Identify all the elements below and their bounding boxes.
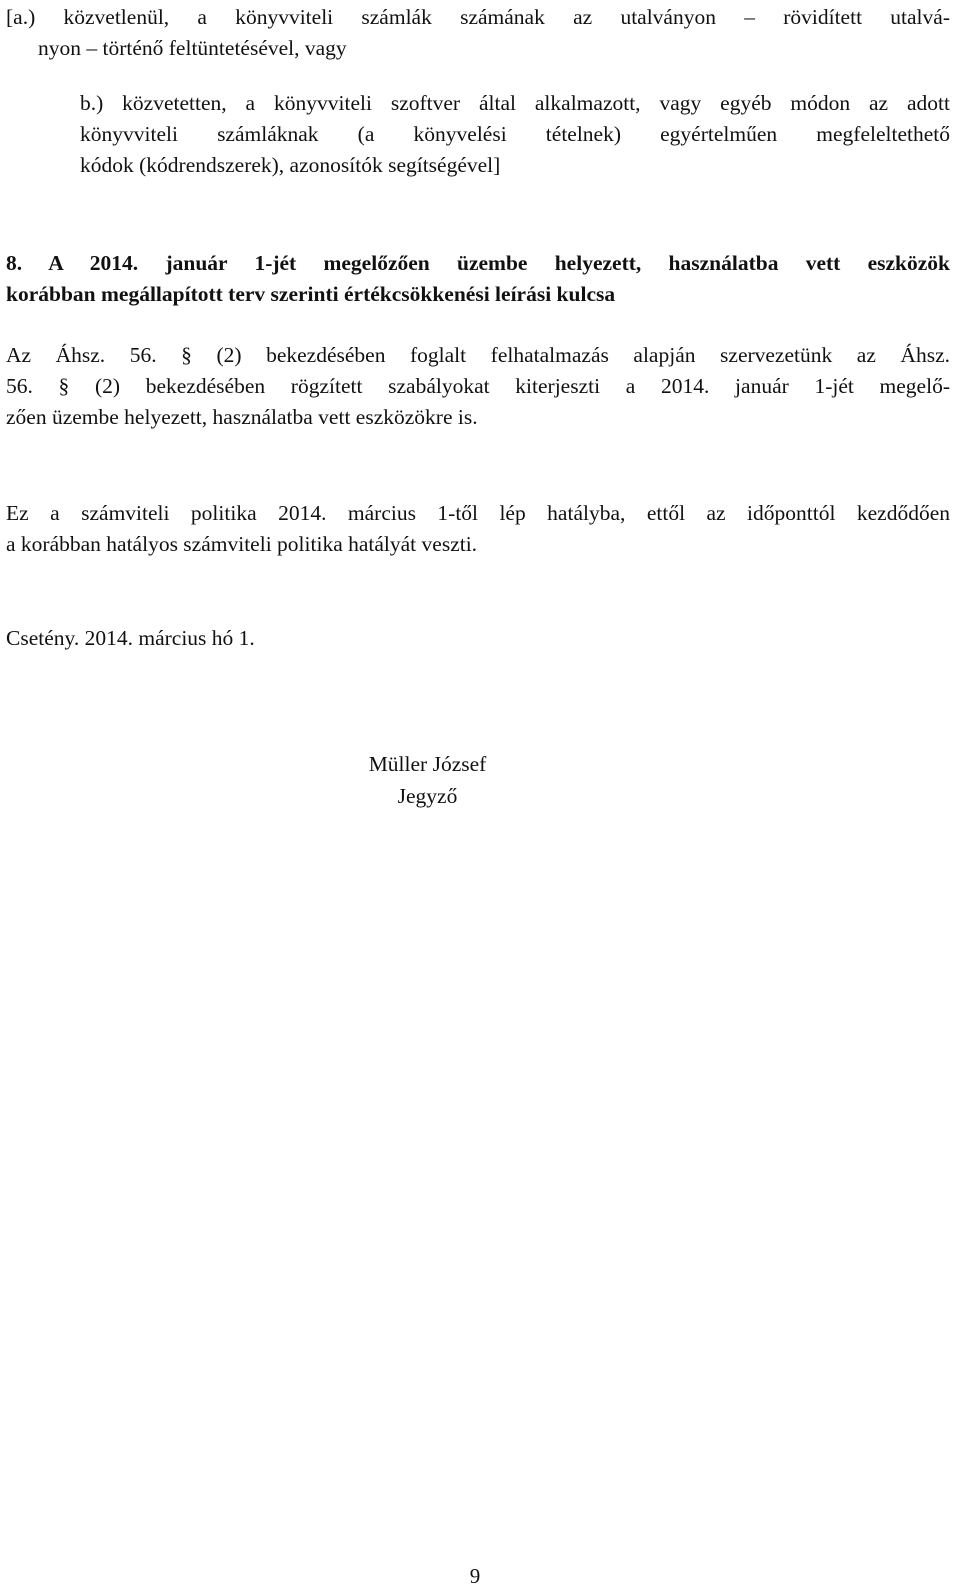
item-b-line-2: könyvviteli számláknak (a könyvelési tételnek) egyértelműen megfeleltethető bbox=[80, 122, 950, 146]
section-8-heading bbox=[6, 248, 950, 310]
section-8-body-line-2: 56. § (2) bekezdésében rögzített szabályokat kiterjeszti a 2014. január 1-jét megelő- bbox=[6, 374, 950, 398]
effective-line-1: Ez a számviteli politika 2014. március 1-től lép hatályba, ettől az időponttól kezdődően bbox=[6, 501, 950, 525]
effective-date-paragraph bbox=[6, 498, 950, 560]
signatory-title: Jegyző bbox=[397, 784, 458, 808]
item-b-paragraph bbox=[80, 88, 950, 181]
section-8-heading-line-2: korábban megállapított terv szerinti értékcsökkenési leírási kulcsa bbox=[6, 282, 616, 306]
section-8-body-line-1: Az Áhsz. 56. § (2) bekezdésében foglalt felhatalmazás alapján szervezetünk az Áhsz. bbox=[6, 343, 950, 367]
item-b-line-1: b.) közvetetten, a könyvviteli szoftver által alkalmazott, vagy egyéb módon az adott bbox=[80, 91, 950, 115]
signature-block bbox=[0, 748, 855, 812]
item-a-line-2: nyon – történő feltüntetésével, vagy bbox=[38, 36, 347, 60]
section-8-body bbox=[6, 340, 950, 433]
effective-line-2: a korábban hatályos számviteli politika hatályát veszti. bbox=[6, 532, 478, 556]
section-8-heading-line-1: 8. A 2014. január 1-jét megelőzően üzembe helyezett, használatba vett eszközök bbox=[6, 251, 950, 275]
item-b-line-3: kódok (kódrendszerek), azonosítók segítségével] bbox=[80, 153, 501, 177]
item-a-line-1: [a.) közvetlenül, a könyvviteli számlák számának az utalványon – rövidített utalvá- bbox=[6, 5, 950, 29]
signatory-name: Müller József bbox=[368, 752, 487, 776]
section-8-body-line-3: zően üzembe helyezett, használatba vett eszközökre is. bbox=[6, 405, 478, 429]
item-a-paragraph bbox=[6, 2, 950, 64]
place-date-line: Csetény. 2014. március hó 1. bbox=[6, 626, 255, 650]
place-date bbox=[6, 623, 950, 654]
page-number: 9 bbox=[469, 1564, 481, 1588]
